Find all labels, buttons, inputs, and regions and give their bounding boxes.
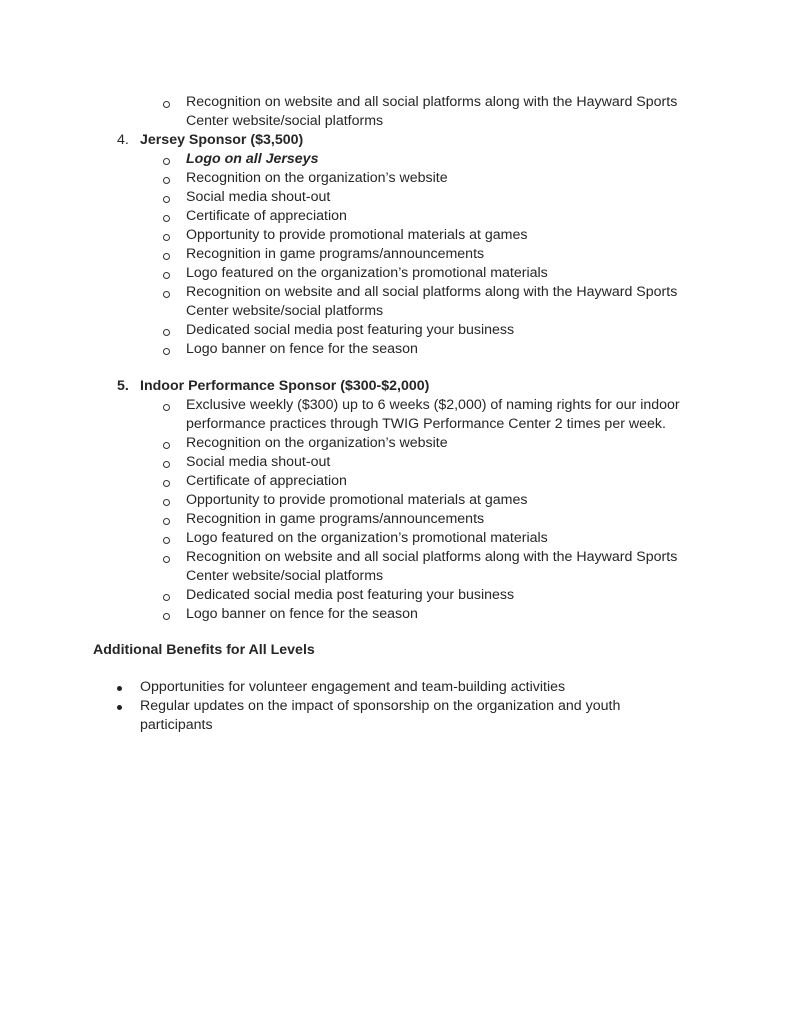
- hollow-bullet-icon: [163, 594, 170, 601]
- list-item: Social media shout-out: [186, 454, 331, 470]
- list-item: Recognition on website and all social platforms along with the Hayward Sports: [186, 549, 678, 565]
- list-item: Recognition on website and all social platforms along with the Hayward Sports: [186, 284, 678, 300]
- hollow-bullet-icon: [163, 518, 170, 525]
- section-number: 5.: [117, 378, 129, 394]
- list-item: Logo featured on the organization’s promotional materials: [186, 530, 548, 546]
- list-item: Opportunity to provide promotional materials at games: [186, 492, 528, 508]
- filled-bullet-icon: [117, 705, 122, 710]
- hollow-bullet-icon: [163, 177, 170, 184]
- hollow-bullet-icon: [163, 158, 170, 165]
- hollow-bullet-icon: [163, 234, 170, 241]
- section-number: 4.: [117, 132, 129, 148]
- list-item: Dedicated social media post featuring your business: [186, 322, 515, 338]
- list-item: Certificate of appreciation: [186, 208, 347, 224]
- list-item-continuation: participants: [140, 717, 213, 733]
- section-title: Indoor Performance Sponsor ($300-$2,000): [140, 378, 430, 394]
- list-item-continuation: Center website/social platforms: [186, 303, 384, 319]
- filled-bullet-icon: [117, 686, 122, 691]
- list-item-continuation: Center website/social platforms: [186, 113, 384, 129]
- list-item: Logo on all Jerseys: [186, 151, 319, 167]
- list-item: Logo banner on fence for the season: [186, 606, 418, 622]
- list-item: Recognition on the organization’s website: [186, 170, 448, 186]
- list-item: Opportunities for volunteer engagement and team-building activities: [140, 679, 566, 695]
- list-item: Regular updates on the impact of sponsorship on the organization and youth: [140, 698, 621, 714]
- section-heading: Additional Benefits for All Levels: [93, 642, 315, 658]
- list-item: Exclusive weekly ($300) up to 6 weeks ($2,000) of naming rights for our indoor: [186, 397, 680, 413]
- hollow-bullet-icon: [163, 556, 170, 563]
- hollow-bullet-icon: [163, 253, 170, 260]
- list-item-continuation: Center website/social platforms: [186, 568, 384, 584]
- list-item: Logo featured on the organization’s promotional materials: [186, 265, 548, 281]
- hollow-bullet-icon: [163, 329, 170, 336]
- list-item: Opportunity to provide promotional materials at games: [186, 227, 528, 243]
- hollow-bullet-icon: [163, 442, 170, 449]
- hollow-bullet-icon: [163, 404, 170, 411]
- list-item: Recognition on website and all social platforms along with the Hayward Sports: [186, 94, 678, 110]
- list-item-continuation: performance practices through TWIG Performance Center 2 times per week.: [186, 416, 666, 432]
- list-item: Recognition on the organization’s website: [186, 435, 448, 451]
- hollow-bullet-icon: [163, 480, 170, 487]
- section-title: Jersey Sponsor ($3,500): [140, 132, 304, 148]
- hollow-bullet-icon: [163, 196, 170, 203]
- list-item: Social media shout-out: [186, 189, 331, 205]
- hollow-bullet-icon: [163, 499, 170, 506]
- list-item: Recognition in game programs/announcements: [186, 246, 485, 262]
- hollow-bullet-icon: [163, 348, 170, 355]
- hollow-bullet-icon: [163, 215, 170, 222]
- hollow-bullet-icon: [163, 272, 170, 279]
- list-item: Logo banner on fence for the season: [186, 341, 418, 357]
- hollow-bullet-icon: [163, 537, 170, 544]
- hollow-bullet-icon: [163, 461, 170, 468]
- hollow-bullet-icon: [163, 291, 170, 298]
- list-item: Certificate of appreciation: [186, 473, 347, 489]
- hollow-bullet-icon: [163, 101, 170, 108]
- list-item: Dedicated social media post featuring your business: [186, 587, 515, 603]
- list-item: Recognition in game programs/announcements: [186, 511, 485, 527]
- hollow-bullet-icon: [163, 613, 170, 620]
